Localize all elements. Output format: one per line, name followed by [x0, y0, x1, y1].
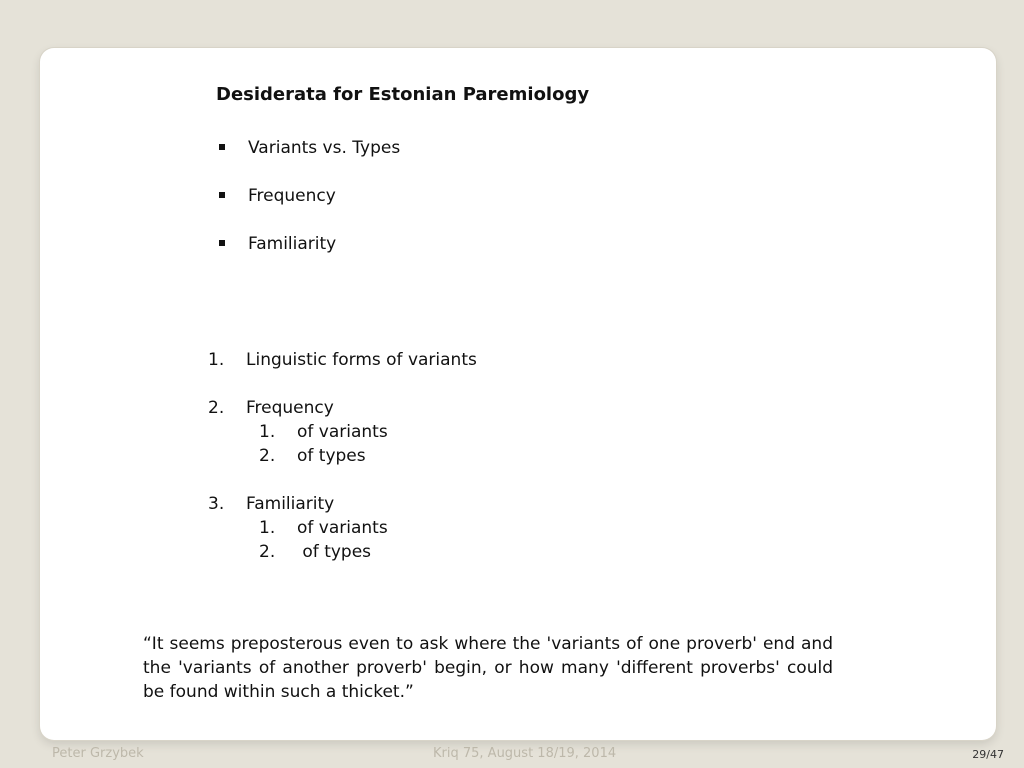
item-label: Frequency: [246, 398, 334, 418]
item-number: 3.: [208, 494, 225, 514]
footer: [0, 744, 1024, 766]
sub-item-label: of types: [297, 446, 366, 466]
sub-item-label: of variants: [297, 518, 388, 538]
item-number: 2.: [208, 398, 225, 418]
item-number: 1.: [208, 350, 225, 370]
sub-item-number: 2.: [259, 542, 276, 562]
numbered-item: [208, 396, 477, 420]
list-spacer: [208, 372, 477, 396]
bullet-text: Familiarity: [248, 234, 337, 254]
square-bullet-icon: [219, 144, 225, 150]
slide-title: Desiderata for Estonian Paremiology: [216, 84, 590, 105]
sub-item-number: 2.: [259, 446, 276, 466]
sub-item-label: of variants: [297, 422, 388, 442]
sub-item: [208, 540, 477, 564]
sub-item: [208, 516, 477, 540]
numbered-item: [208, 348, 477, 372]
square-bullet-icon: [219, 240, 225, 246]
quote-text: “It seems preposterous even to ask where the 'variants of one proverb' end and the 'variants of another proverb' begin, or how many 'different proverbs' could be found within such a thicket.”: [143, 634, 833, 702]
list-spacer: [208, 468, 477, 492]
slide: [40, 48, 996, 740]
footer-author: Peter Grzybek: [52, 746, 144, 761]
square-bullet-icon: [219, 192, 225, 198]
sub-item-number: 1.: [259, 422, 276, 442]
item-label: Familiarity: [246, 494, 335, 514]
page-number: 29/47: [972, 748, 1004, 761]
sub-item-label: of types: [297, 542, 372, 562]
bullet-item: [216, 232, 400, 280]
sub-item: [208, 444, 477, 468]
item-label: Linguistic forms of variants: [246, 350, 477, 370]
numbered-item: [208, 492, 477, 516]
numbered-list: [208, 348, 477, 564]
bullet-item: [216, 184, 400, 232]
bullet-text: Variants vs. Types: [248, 138, 401, 158]
bullet-list: [216, 136, 400, 280]
sub-item: [208, 420, 477, 444]
bullet-item: [216, 136, 400, 184]
footer-event: Kriq 75, August 18/19, 2014: [433, 746, 617, 761]
bullet-text: Frequency: [248, 186, 336, 206]
sub-item-number: 1.: [259, 518, 276, 538]
